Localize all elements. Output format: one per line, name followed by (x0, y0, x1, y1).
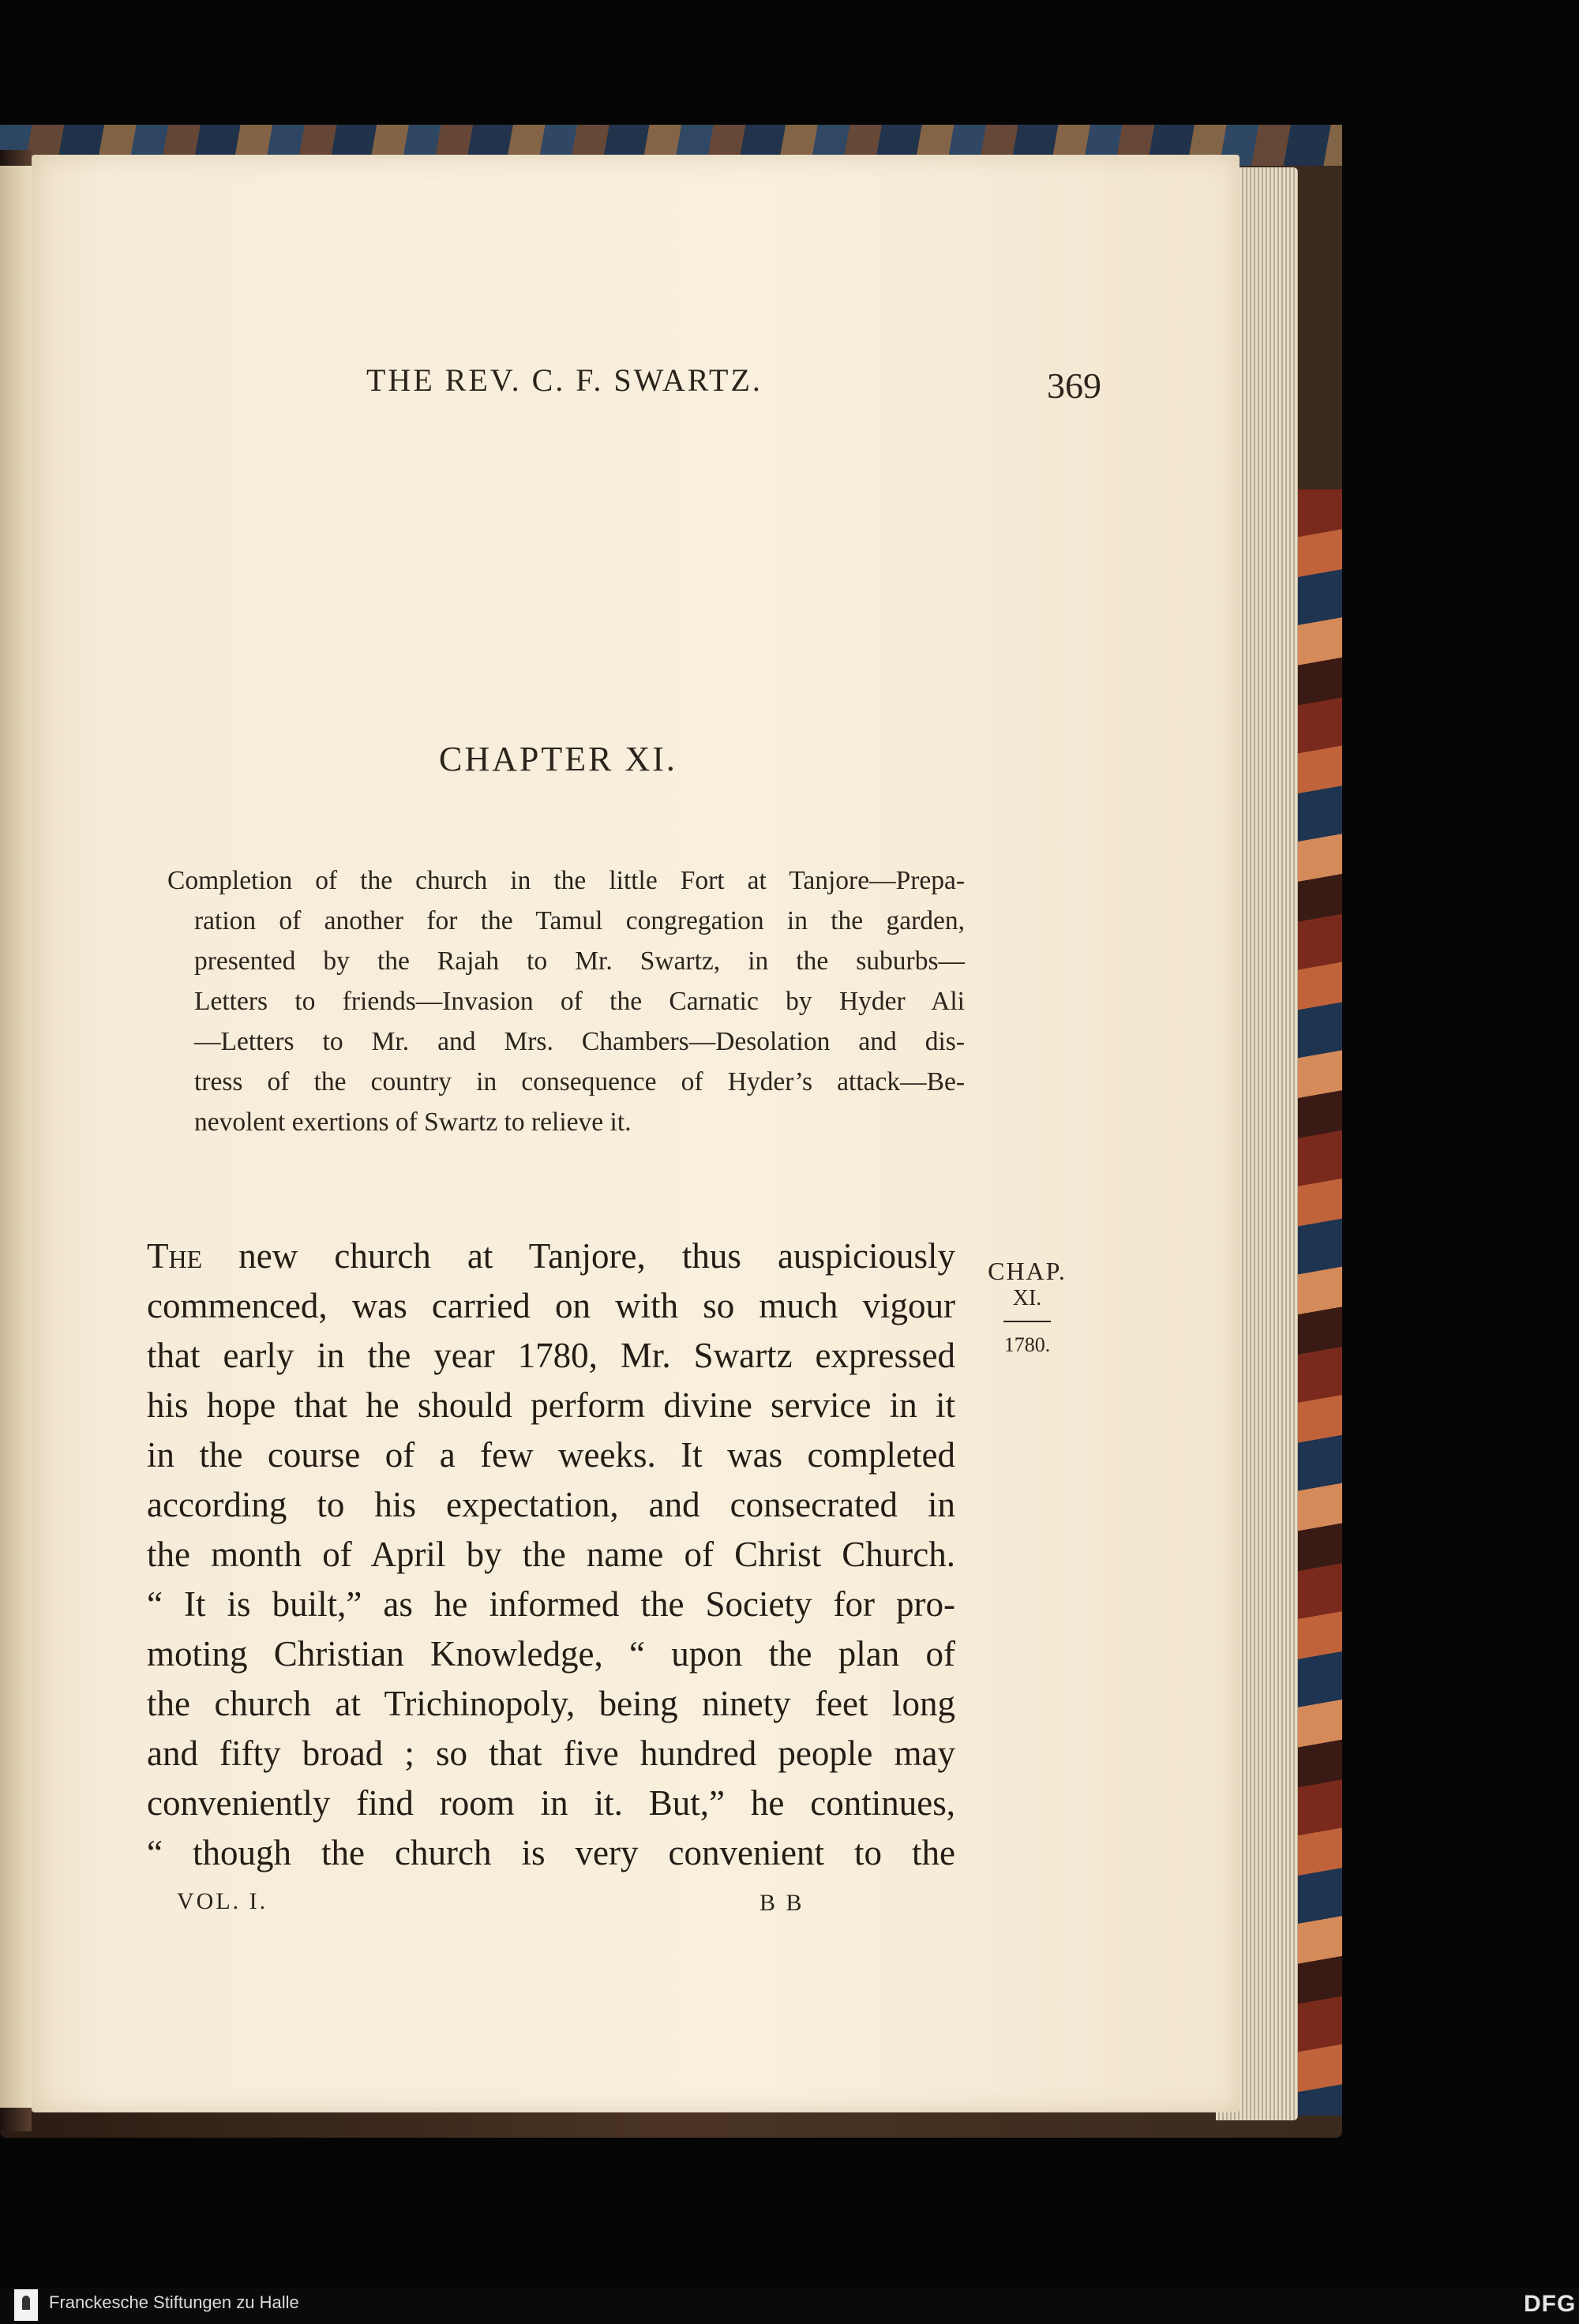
body-line: the month of April by the name of Christ Church. (147, 1535, 955, 1574)
summary-line: tress of the country in consequence of Hyder’s attack—Be- (194, 1067, 965, 1096)
body-line: the church at Trichinopoly, being ninety feet long (147, 1684, 955, 1723)
body-line-first (147, 1231, 955, 1281)
body-line: “ It is built,” as he informed the Society for pro- (147, 1584, 955, 1624)
margin-rule (1003, 1321, 1051, 1322)
summary-line: ration of another for the Tamul congregation in the garden, (194, 906, 965, 935)
footer-volume: VOL. I. (177, 1888, 268, 1914)
body-line: his hope that he should perform divine service in it (147, 1385, 955, 1425)
margin-note (984, 1257, 1071, 1357)
institution-logo-icon (14, 2289, 38, 2321)
running-title: THE REV. C. F. SWARTZ. (366, 362, 763, 398)
summary-line: —Letters to Mr. and Mrs. Chambers—Desolation and dis- (194, 1027, 965, 1056)
summary-line: presented by the Rajah to Mr. Swartz, in the suburbs— (194, 946, 965, 976)
margin-chap: CHAP. (988, 1257, 1067, 1285)
institution-credit: Franckesche Stiftungen zu Halle (49, 2292, 299, 2312)
body-line: moting Christian Knowledge, “ upon the plan of (147, 1634, 955, 1674)
margin-chapter-number: XI. (1012, 1286, 1042, 1310)
summary-line: Completion of the church in the little Fort at Tanjore—Prepa- (167, 866, 965, 895)
body-line: that early in the year 1780, Mr. Swartz expressed (147, 1336, 955, 1375)
drop-word: The (147, 1236, 203, 1276)
summary-line: Letters to friends—Invasion of the Carnatic by Hyder Ali (194, 987, 965, 1016)
body-line: conveniently find room in it. But,” he continues, (147, 1783, 955, 1823)
page-number: 369 (1047, 365, 1101, 406)
chapter-summary (167, 860, 965, 1142)
body-line: and fifty broad ; so that five hundred people may (147, 1734, 955, 1773)
body-line: “ though the church is very convenient to the (147, 1833, 955, 1872)
marbled-board-right (1295, 489, 1342, 2116)
chapter-title: CHAPTER XI. (439, 740, 677, 778)
body-line: commenced, was carried on with so much vigour (147, 1286, 955, 1325)
body-line: according to his expectation, and consecrated in (147, 1485, 955, 1524)
summary-line: nevolent exertions of Swartz to relieve it. (194, 1108, 632, 1137)
body-line: in the course of a few weeks. It was completed (147, 1435, 955, 1475)
dfg-logo: DFG (1524, 2291, 1577, 2317)
margin-year: 1780. (1003, 1333, 1051, 1356)
footer-signature: B B (759, 1890, 805, 1916)
first-line-text: new church at Tanjore, thus auspiciously (202, 1236, 955, 1276)
body-text (147, 1231, 955, 1878)
